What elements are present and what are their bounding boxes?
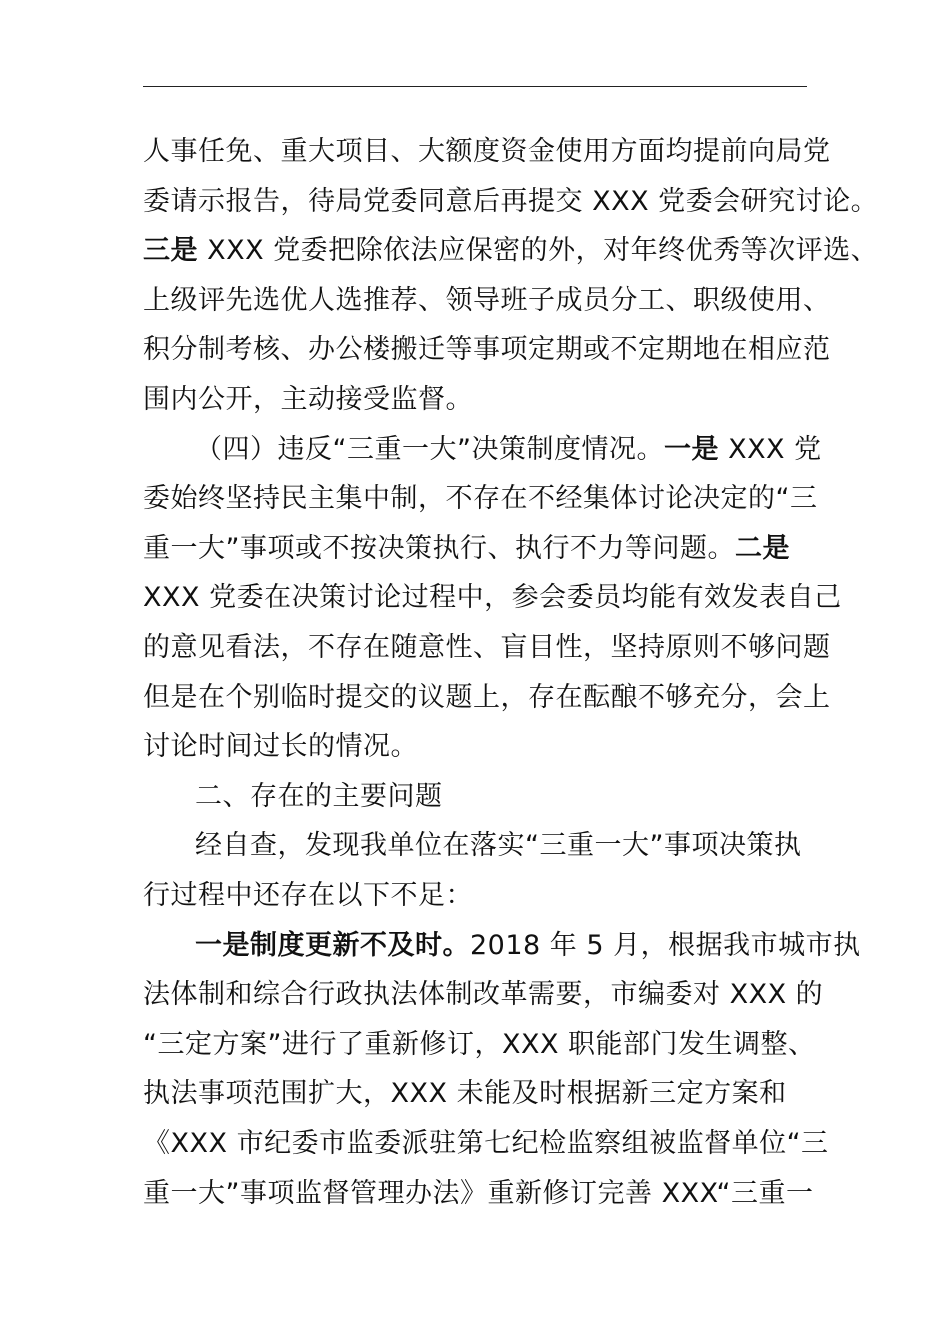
text-line <box>143 182 879 222</box>
text-segment: 《XXX 市纪委市监委派驻第七纪检监察组被监督单位“三 <box>143 1128 829 1159</box>
text-line <box>143 628 831 668</box>
text-line <box>143 578 842 618</box>
text-line <box>143 727 823 767</box>
text-line <box>143 1025 823 1065</box>
text-line <box>143 678 831 718</box>
text-line <box>143 330 831 370</box>
text-segment: 人事任免、重大项目、大额度资金使用方面均提前向局党 <box>143 136 831 167</box>
text-segment: （四）违反“三重一大”决策制度情况。 <box>195 433 664 465</box>
text-segment: 的意见看法，不存在随意性、盲目性，坚持原则不够问题 <box>143 632 831 663</box>
text-segment: 积分制考核、办公楼搬迁等事项定期或不定期地在相应范 <box>143 334 831 366</box>
text-segment: “三定方案”进行了重新修订，XXX 职能部门发生调整、 <box>143 1028 816 1060</box>
text-line <box>143 1074 823 1114</box>
text-segment: XXX 党委在决策讨论过程中，参会委员均能有效发表自己 <box>143 582 842 614</box>
text-line <box>143 231 879 271</box>
text-line <box>195 826 875 866</box>
text-segment: 二、存在的主要问题 <box>195 780 443 812</box>
bold-text-segment: 三是 <box>143 235 198 267</box>
text-line <box>143 1174 823 1214</box>
text-segment: 讨论时间过长的情况。 <box>143 731 418 763</box>
text-segment: 重一大”事项或不按决策执行、执行不力等问题。 <box>143 532 735 564</box>
text-line <box>143 1124 829 1164</box>
text-segment: 重一大”事项监督管理办法》重新修订完善 XXX“三重一 <box>143 1177 814 1209</box>
text-line <box>143 529 823 569</box>
text-segment: XXX 党 <box>718 433 822 465</box>
text-segment: XXX 党委把除依法应保密的外，对年终优秀等次评选、 <box>198 235 879 267</box>
text-line <box>143 876 823 916</box>
text-line <box>143 479 823 519</box>
text-line <box>195 430 875 470</box>
text-segment: 行过程中还存在以下不足： <box>143 880 473 911</box>
text-line <box>143 975 823 1015</box>
text-line <box>143 132 831 172</box>
text-line <box>143 380 823 420</box>
text-line <box>195 777 875 817</box>
text-segment: 但是在个别临时提交的议题上，存在酝酿不够充分，会上 <box>143 681 831 713</box>
text-segment: 围内公开，主动接受监督。 <box>143 384 473 415</box>
bold-text-segment: 一是 <box>663 433 719 465</box>
text-segment: 委始终坚持民主集中制，不存在不经集体讨论决定的“三 <box>143 483 818 515</box>
text-segment: 2018 年 5 月，根据我市城市执 <box>470 929 861 961</box>
text-segment: 经自查，发现我单位在落实“三重一大”事项决策执 <box>195 830 802 862</box>
bold-text-segment: 一是制度更新不及时。 <box>195 929 470 961</box>
text-segment: 法体制和综合行政执法体制改革需要，市编委对 XXX 的 <box>143 979 824 1011</box>
text-segment: 执法事项范围扩大，XXX 未能及时根据新三定方案和 <box>143 1078 787 1110</box>
text-segment: 上级评先选优人选推荐、领导班子成员分工、职级使用、 <box>143 284 831 316</box>
bold-text-segment: 二是 <box>735 532 790 564</box>
text-line <box>195 926 875 966</box>
header-rule <box>143 86 807 87</box>
text-line <box>143 281 831 321</box>
text-segment: 委请示报告，待局党委同意后再提交 XXX 党委会研究讨论。 <box>143 185 879 217</box>
